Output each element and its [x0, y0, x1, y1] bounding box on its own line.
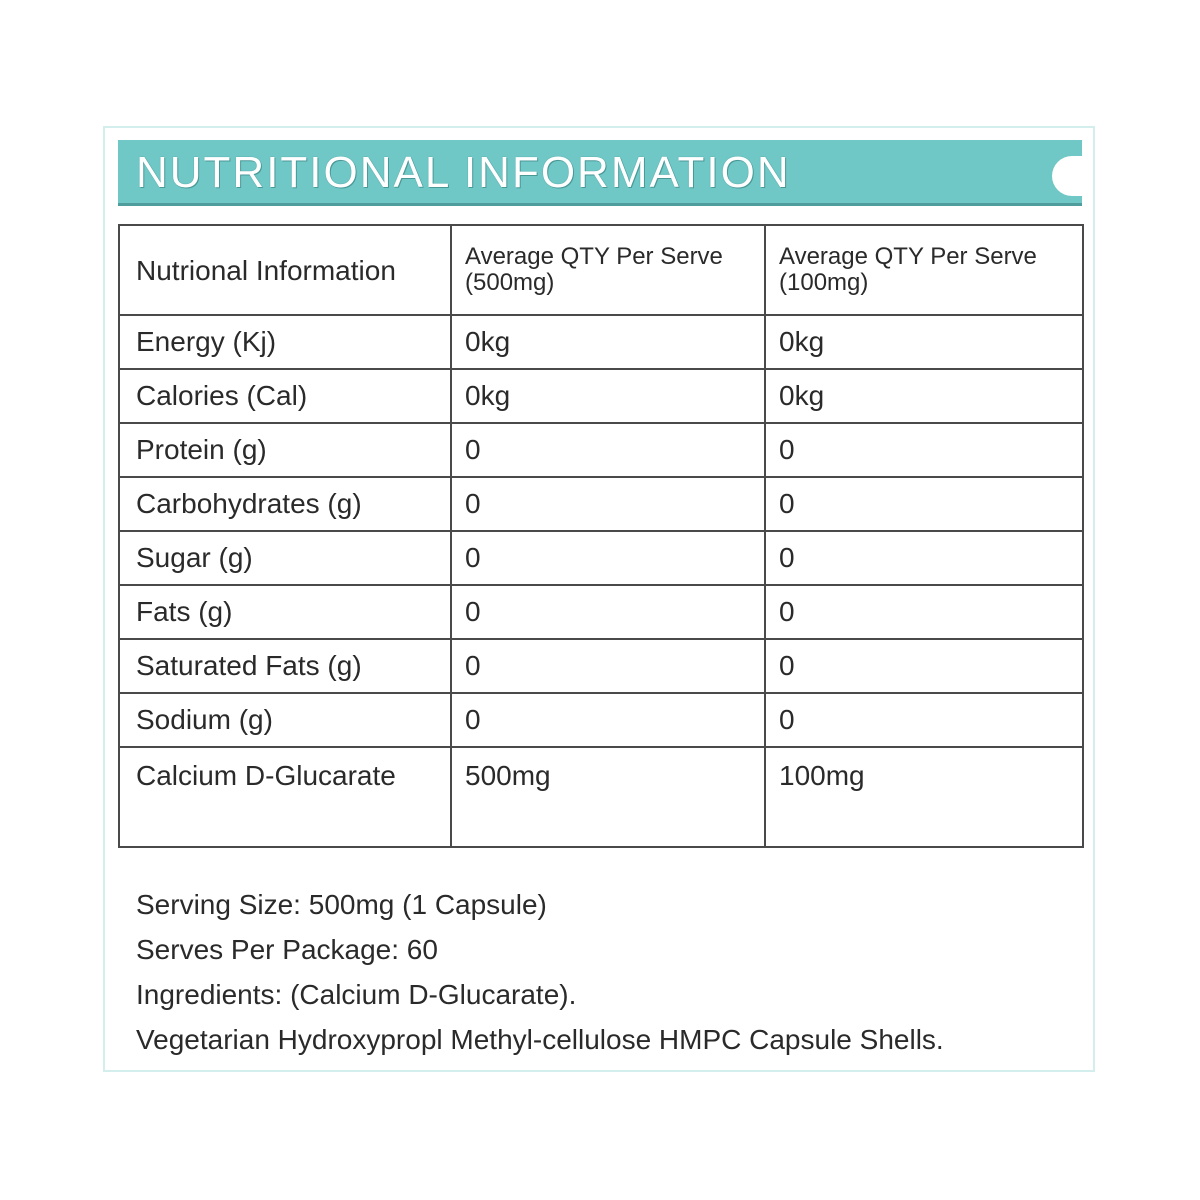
nutrient-name: Fats (g)	[119, 585, 451, 639]
nutrient-name: Sugar (g)	[119, 531, 451, 585]
nutrient-name: Saturated Fats (g)	[119, 639, 451, 693]
value-cell: 0kg	[451, 369, 765, 423]
table-row	[119, 747, 1083, 847]
table-row	[119, 639, 1083, 693]
value-cell: 0kg	[765, 369, 1083, 423]
value-cell: 0	[765, 477, 1083, 531]
value-cell: 0	[765, 693, 1083, 747]
value-cell: 0	[765, 531, 1083, 585]
nutrient-name: Energy (Kj)	[119, 315, 451, 369]
nutrient-name: Calories (Cal)	[119, 369, 451, 423]
value-cell: 0kg	[765, 315, 1083, 369]
value-cell: 0	[451, 423, 765, 477]
banner-tab-decoration	[1052, 156, 1082, 196]
value-cell: 0	[451, 585, 765, 639]
table-row	[119, 531, 1083, 585]
nutrition-table	[118, 224, 1084, 848]
value-cell: 500mg	[451, 747, 765, 847]
header-cell: Average QTY Per Serve (100mg)	[765, 225, 1083, 315]
ingredients-text: Ingredients: (Calcium D-Glucarate).	[136, 979, 577, 1010]
value-cell: 0kg	[451, 315, 765, 369]
table-row	[119, 423, 1083, 477]
table-row	[119, 315, 1083, 369]
value-cell: 100mg	[765, 747, 1083, 847]
value-cell: 0	[451, 477, 765, 531]
table-row	[119, 369, 1083, 423]
serving-size-text: Serving Size: 500mg (1 Capsule)	[136, 889, 547, 920]
table-row	[119, 477, 1083, 531]
nutrient-name: Calcium D-Glucarate	[119, 747, 451, 847]
value-cell: 0	[765, 423, 1083, 477]
nutrient-name: Protein (g)	[119, 423, 451, 477]
nutrient-name: Carbohydrates (g)	[119, 477, 451, 531]
value-cell: 0	[451, 639, 765, 693]
banner-title: NUTRITIONAL INFORMATION	[136, 148, 791, 197]
value-cell: 0	[765, 639, 1083, 693]
value-cell: 0	[765, 585, 1083, 639]
table-row	[119, 585, 1083, 639]
value-cell: 0	[451, 531, 765, 585]
nutrient-name: Sodium (g)	[119, 693, 451, 747]
capsule-shell-text: Vegetarian Hydroxypropl Methyl-cellulose HMPC Capsule Shells.	[136, 1024, 944, 1055]
header-cell: Nutrional Information	[119, 225, 451, 315]
table-header-row	[119, 225, 1083, 315]
table-row	[119, 693, 1083, 747]
serves-per-package-text: Serves Per Package: 60	[136, 934, 438, 965]
header-cell: Average QTY Per Serve (500mg)	[451, 225, 765, 315]
title-banner	[118, 140, 1082, 206]
value-cell: 0	[451, 693, 765, 747]
product-notes	[136, 882, 944, 1062]
